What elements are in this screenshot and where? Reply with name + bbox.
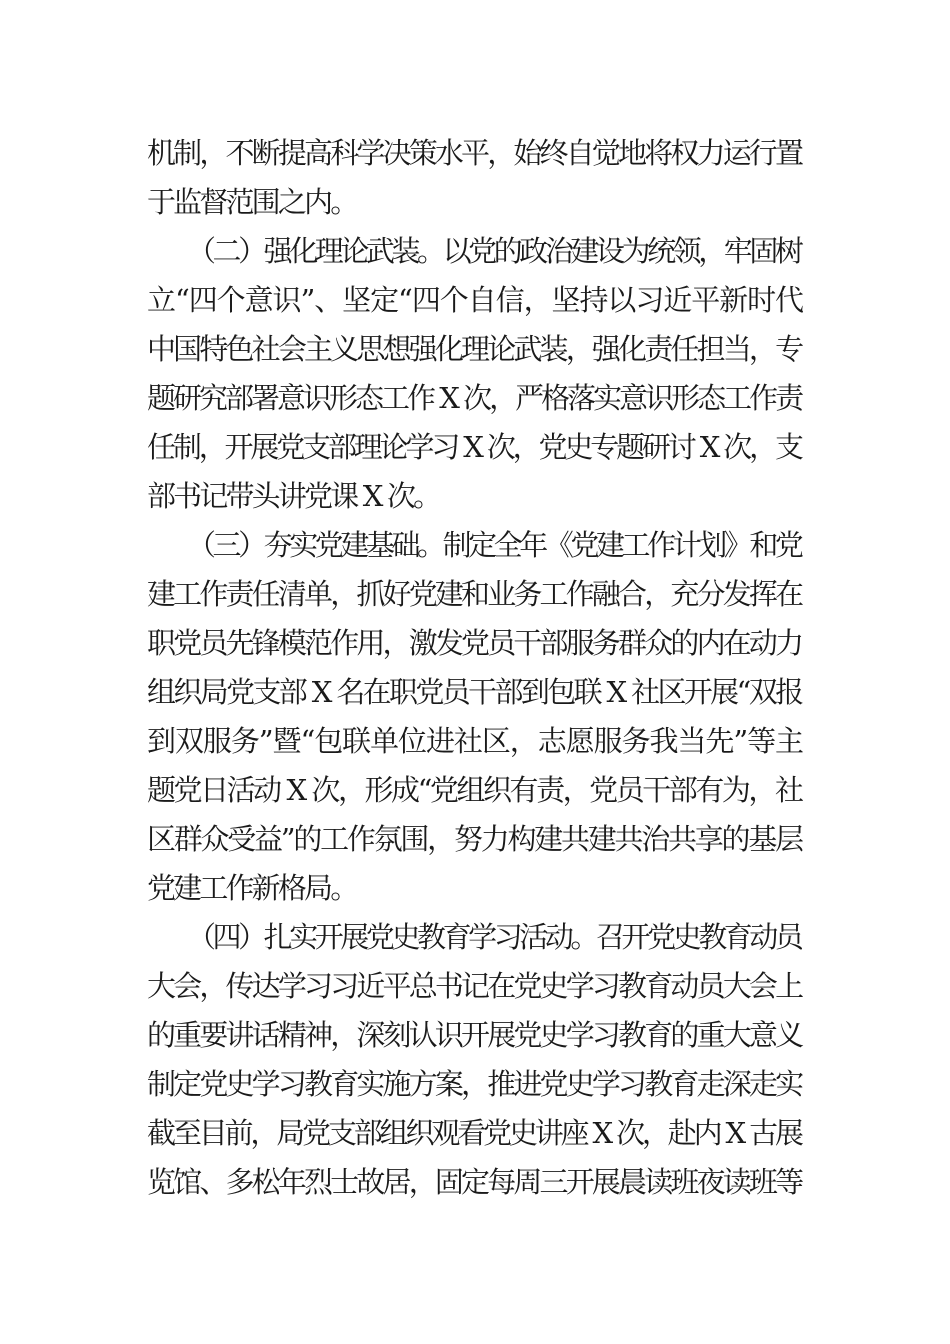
text-line-6: 题研究部署意识形态工作 X 次，严格落实意识形态工作责 xyxy=(147,381,802,415)
text-line-15: 区群众受益”的工作氛围，努力构建共建共治共享的基层 xyxy=(147,822,802,856)
text-line-20: 制定党史学习教育实施方案，推进党史学习教育走深走实 xyxy=(147,1067,802,1101)
text-line-8: 部书记带头讲党课 X 次。 xyxy=(147,479,440,513)
text-line-14: 题党日活动 X 次，形成“党组织有责，党员干部有为，社 xyxy=(147,773,802,807)
text-line-10: 建工作责任清单，抓好党建和业务工作融合，充分发挥在 xyxy=(147,577,802,611)
text-line-11: 职党员先锋模范作用，激发党员干部服务群众的内在动力 xyxy=(147,626,802,660)
paragraph-4-heading-line: （四）扎实开展党史教育学习活动。召开党史教育动员 xyxy=(187,920,801,954)
text-line-13: 到双服务”暨“包联单位进社区，志愿服务我当先”等主 xyxy=(147,724,803,758)
text-line-21: 截至目前，局党支部组织观看党史讲座 X 次，赴内 X 古展 xyxy=(147,1116,801,1150)
text-line-22: 览馆、多松年烈士故居，固定每周三开展晨读班夜读班等 xyxy=(147,1165,802,1199)
paragraph-3-heading-line: （三）夯实党建基础。制定全年《党建工作计划》和党 xyxy=(187,528,801,562)
text-line-18: 大会，传达学习习近平总书记在党史学习教育动员大会上 xyxy=(147,969,802,1003)
text-line-2: 于监督范围之内。 xyxy=(147,185,357,219)
text-line-16: 党建工作新格局。 xyxy=(147,871,357,905)
text-line-12: 组织局党支部 X 名在职党员干部到包联 X 社区开展“双报 xyxy=(147,675,802,709)
text-line-5: 中国特色社会主义思想强化理论武装，强化责任担当，专 xyxy=(147,332,802,366)
text-line-1: 机制，不断提高科学决策水平，始终自觉地将权力运行置 xyxy=(147,136,802,170)
text-line-19: 的重要讲话精神，深刻认识开展党史学习教育的重大意义 xyxy=(147,1018,802,1052)
text-line-7: 任制，开展党支部理论学习 X 次，党史专题研讨 X 次，支 xyxy=(147,430,801,464)
paragraph-2-heading-line: （二）强化理论武装。以党的政治建设为统领，牢固树 xyxy=(187,234,801,268)
text-line-4: 立“四个意识”、坚定“四个自信，坚持以习近平新时代 xyxy=(147,283,803,317)
